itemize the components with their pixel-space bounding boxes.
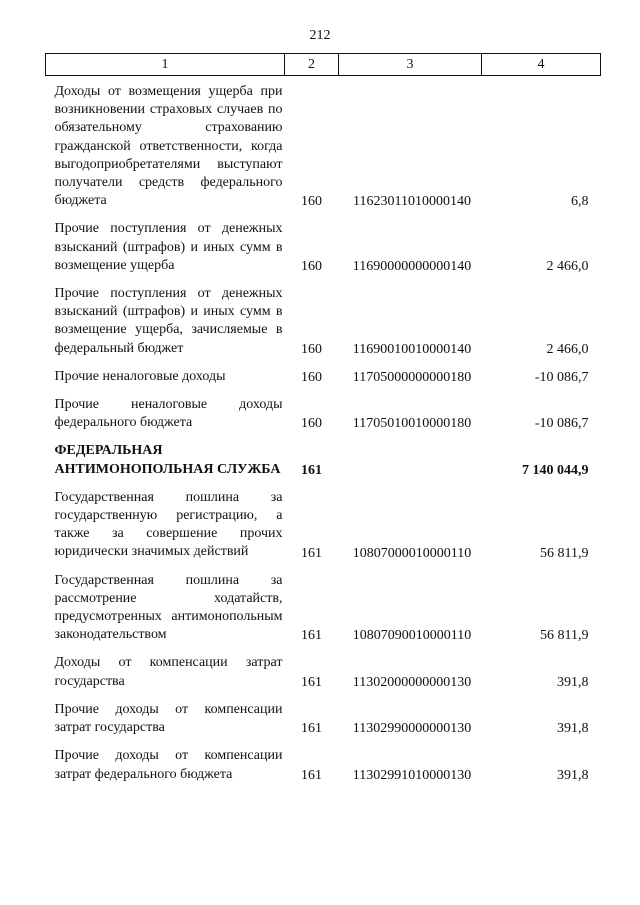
row-description: Государственная пошлина за рассмотрение ходатайств, предусмотренных антимонопольным законодательством xyxy=(54,572,283,643)
row-admin-code: 160 xyxy=(301,370,322,386)
row-budget-classification-code: 11690000000000140 xyxy=(352,259,472,275)
row-admin-code: 161 xyxy=(301,674,322,690)
row-budget-classification-code: 10807000010000110 xyxy=(352,545,472,561)
row-budget-classification-code xyxy=(339,432,482,478)
table-row xyxy=(46,210,601,275)
row-amount: 2 466,0 xyxy=(546,259,589,275)
column-header-1: 1 xyxy=(46,54,285,76)
row-amount: 56 811,9 xyxy=(540,545,589,561)
column-header-4: 4 xyxy=(482,54,601,76)
row-admin-code: 160 xyxy=(301,341,322,357)
page-number: 212 xyxy=(309,28,331,43)
table-body xyxy=(46,76,601,784)
revenue-table xyxy=(45,53,601,784)
row-description: Государственная пошлина за государственную регистрацию, а также за совершение прочих юридически значимых действий xyxy=(54,489,283,560)
row-admin-code: 160 xyxy=(301,416,322,432)
row-description: Прочие поступления от денежных взысканий (штрафов) и иных сумм в возмещение ущерба xyxy=(54,221,283,273)
row-admin-code: 160 xyxy=(301,194,322,210)
table-row xyxy=(46,644,601,690)
row-admin-code: 161 xyxy=(301,462,322,478)
table-row xyxy=(46,275,601,358)
row-amount: 391,8 xyxy=(557,674,589,690)
row-description: Прочие поступления от денежных взысканий (штрафов) и иных сумм в возмещение ущерба, зачисляемые в федеральный бюджет xyxy=(54,286,283,356)
column-header-2: 2 xyxy=(285,54,339,76)
row-budget-classification-code: 11302000000000130 xyxy=(352,674,472,690)
row-budget-classification-code: 11302991010000130 xyxy=(352,767,472,783)
row-description: Доходы от возмещения ущерба при возникновении страховых случаев по обязательному страхованию гражданской ответственности, когда выгодоприобретателями выступают получатели средств федерального бюджета xyxy=(54,84,283,209)
column-number-header-row xyxy=(46,54,601,76)
row-admin-code: 161 xyxy=(301,545,322,561)
row-description: Прочие неналоговые доходы xyxy=(54,368,226,384)
row-description: Прочие неналоговые доходы федерального бюджета xyxy=(54,397,283,431)
row-amount: 2 466,0 xyxy=(546,341,589,357)
row-amount: 391,8 xyxy=(557,721,589,737)
row-admin-code: 160 xyxy=(301,259,322,275)
row-description: Доходы от компенсации затрат государства xyxy=(54,655,283,689)
row-admin-code: 161 xyxy=(301,767,322,783)
table-row xyxy=(46,76,601,211)
table-row xyxy=(46,562,601,645)
table-row xyxy=(46,358,601,386)
row-budget-classification-code: 11705010010000180 xyxy=(352,416,472,432)
row-amount: 7 140 044,9 xyxy=(522,462,589,478)
row-budget-classification-code: 11690010010000140 xyxy=(352,341,472,357)
row-description: Прочие доходы от компенсации затрат федерального бюджета xyxy=(54,748,283,782)
table-row xyxy=(46,737,601,783)
table-row xyxy=(46,479,601,562)
table-row xyxy=(46,691,601,737)
row-amount: -10 086,7 xyxy=(534,370,589,386)
row-budget-classification-code: 11705000000000180 xyxy=(352,370,472,386)
row-budget-classification-code: 11302990000000130 xyxy=(352,721,472,737)
row-amount: 391,8 xyxy=(557,767,589,783)
row-admin-code: 161 xyxy=(301,628,322,644)
table-row xyxy=(46,386,601,432)
row-amount: -10 086,7 xyxy=(534,416,589,432)
column-header-3: 3 xyxy=(339,54,482,76)
row-budget-classification-code: 11623011010000140 xyxy=(353,194,471,210)
row-budget-classification-code: 10807090010000110 xyxy=(352,628,472,644)
table-row xyxy=(46,432,601,478)
row-admin-code: 161 xyxy=(301,721,322,737)
row-amount: 56 811,9 xyxy=(540,628,589,644)
row-amount: 6,8 xyxy=(571,194,589,210)
row-description: Прочие доходы от компенсации затрат государства xyxy=(54,701,283,736)
row-description: ФЕДЕРАЛЬНАЯ АНТИМОНОПОЛЬНАЯ СЛУЖБА xyxy=(54,443,281,477)
